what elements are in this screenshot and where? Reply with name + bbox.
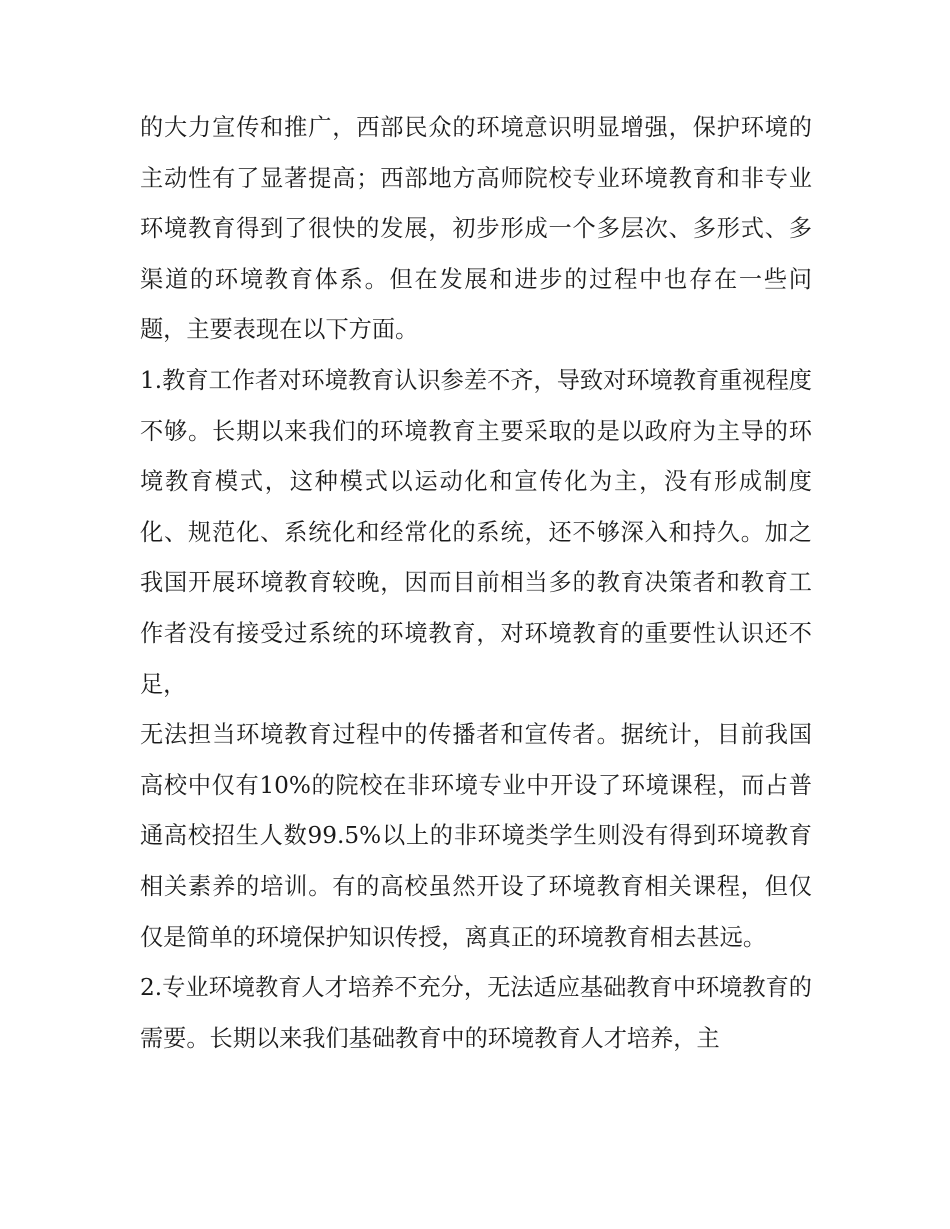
paragraph-point-1: 1.教育工作者对环境教育认识参差不齐，导致对环境教育重视程度不够。长期以来我们的环境教育主要采取的是以政府为主导的环境教育模式，这种模式以运动化和宣传化为主，没有形成制度化、规范化、系统化和经常化的系统，还不够深入和持久。加之我国开展环境教育较晚，因而目前相当多的教育决策者和教育工作者没有接受过系统的环境教育，对环境教育的重要性认识还不足， <box>140 366 812 698</box>
paragraph-statistics: 无法担当环境教育过程中的传播者和宣传者。据统计，目前我国高校中仅有10%的院校在非环境专业中开设了环境课程，而占普通高校招生人数99.5%以上的非环境类学生则没有得到环境教育相关素养的培训。有的高校虽然开设了环境教育相关课程，但仅仅是简单的环境保护知识传授，离真正的环境教育相去甚远。 <box>140 721 812 951</box>
paragraph-continuation: 的大力宣传和推广，西部民众的环境意识明显增强，保护环境的主动性有了显著提高；西部地方高师院校专业环境教育和非专业环境教育得到了很快的发展，初步形成一个多层次、多形式、多渠道的环境教育体系。但在发展和进步的过程中也存在一些问题，主要表现在以下方面。 <box>140 114 812 344</box>
body-text <box>140 103 812 1064</box>
paragraph-point-2: 2.专业环境教育人才培养不充分，无法适应基础教育中环境教育的需要。长期以来我们基础教育中的环境教育人才培养，主 <box>140 974 812 1052</box>
